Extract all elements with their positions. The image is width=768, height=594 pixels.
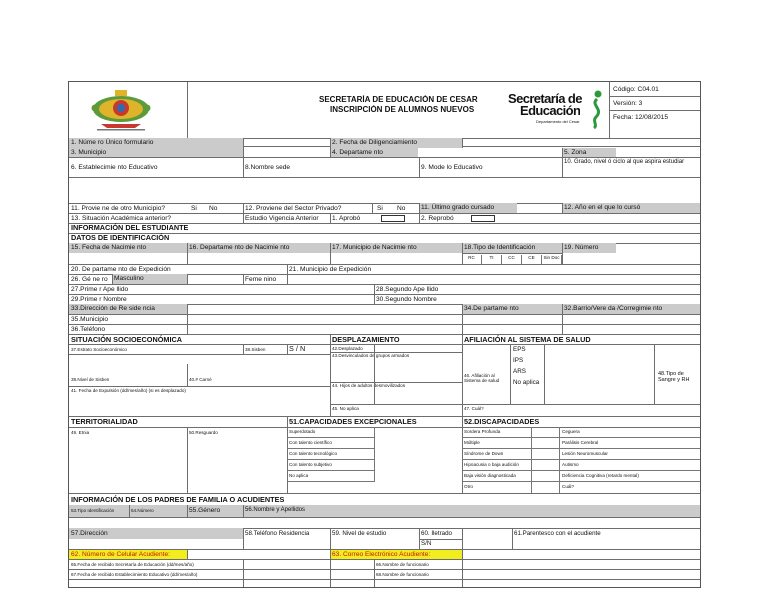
field-label-relationship: 61.Parentesco con el acudiente [514,530,601,537]
field-label-id-type: 18.Tipo de Identificación [462,243,562,253]
field-label-stratum: 37.Estrato Socioeconómico [71,347,127,352]
field-label-expedition-municipality: 21. Municipio de Expedición [289,266,372,273]
form-title-line-1: SECRETARÍA DE EDUCACIÓN DE CESAR [319,95,478,104]
field-label-residence-municipality: 35.Municipio [71,316,109,323]
section-disabilities: 52.DISCAPACIDADES [464,417,540,426]
field-label-id-number: 19. Número [562,243,616,253]
option-demobilized-children[interactable]: 44. Hijos de adultos desmovilizados [332,383,406,388]
enrollment-form [68,81,701,588]
disability-option[interactable]: Hipoacusia o baja audición [462,460,532,471]
field-label-expedition-dept: 20. De partame nto de Expedición [71,266,171,273]
field-label-fill-date: 2. Fecha de Diligenciamiento [330,138,462,148]
field-label-guardian-email: 63. Correo Electrónico Acudiente: [330,550,462,559]
field-label-guardian-gender: 55.Género [187,505,243,517]
option-no-municipality[interactable]: No [209,205,218,212]
failed-checkbox[interactable] [471,215,495,222]
form-code: Código: C04.01 [613,86,659,93]
field-label-guardian-address: 57.Dirección [69,528,243,539]
option-female[interactable]: Feme nino [245,276,277,283]
id-type-option[interactable]: CE [522,255,542,264]
disability-option[interactable]: Lesión Neuromuscular [560,449,700,460]
disability-checkbox[interactable] [532,460,560,471]
option-armed-groups[interactable]: 43.Desvinculados de grupos armados [332,353,410,358]
disability-option[interactable]: Deficiencia Cognitiva (retardo mental) [560,471,700,482]
field-label-campus-name: 8.Nombre sede [245,164,291,171]
disability-option[interactable]: Autismo [560,460,700,471]
field-label-other-municipality: 11. Provie ne de otro Municipio? [71,205,166,212]
option-ips[interactable]: IPS [513,357,524,364]
field-label-grade-aspired: 10. Grado, nivel ó ciclo al que aspira estudiar [564,159,685,165]
field-label-year-studied: 12. Año en el que lo cursó [562,203,700,213]
option-approved[interactable]: 1. Aprobó [332,215,361,222]
field-label-expulsion-date: 41. Fecha de Expulsión (dd/mes/año) (si es desplazado) [71,388,186,393]
form-version: Versión: 3 [613,100,643,107]
logo-subtext: Departamento del Cesar [536,120,580,124]
field-label-education-level: 59. Nivel de estudio [332,530,387,537]
field-label-guardian-cell: 62. Número de Celular Acudiente: [69,550,187,559]
id-type-option[interactable]: TI [482,255,502,264]
field-label-guardian-name: 56.Nombre y Apellidos [243,505,700,517]
field-label-guardian-id-type: 53.Tipo Identificación [69,505,129,517]
disability-checkbox[interactable] [532,427,560,438]
field-label-health-system: 46. Afiliación al Sistema de salud [464,373,500,384]
section-health-affiliation: AFILIACIÓN AL SISTEMA DE SALUD [464,335,591,344]
field-label-ethnicity: 49. Etnia [71,430,90,435]
field-label-municipality: 3. Municipio [69,148,243,157]
field-label-first-surname: 27.Prime r Ape llido [71,286,129,293]
field-label-form-number: 1. Núme ro Único formulario [69,138,243,148]
cesar-crest-logo [89,88,153,132]
field-label-education-model: 9. Mode lo Educativo [421,164,483,171]
field-label-card-number: 40.# Carné [189,377,212,382]
option-si-private[interactable]: Si [377,205,383,212]
field-label-previous-year: Estudio Vigencia Anterior [245,215,319,222]
option-si-municipality[interactable]: Si [191,205,197,212]
option-male[interactable]: Masculino [112,274,187,284]
capacity-option[interactable]: Superdotado [287,427,375,438]
disabilities-list [462,427,700,493]
id-type-option[interactable]: CC [502,255,522,264]
field-label-department: 4. Departame nto [330,148,418,157]
field-label-blood-type: 48.Tipo de Sangre y RH [658,371,690,384]
section-displacement: DESPLAZAMIENTO [332,335,400,344]
field-label-first-name: 29.Prime r Nombre [71,296,127,303]
disability-option[interactable]: Síndrome de Down [462,449,532,460]
option-displaced[interactable]: 42.Desplazado [332,346,363,351]
capacity-option[interactable]: Con talento tecnológico [287,449,375,460]
logo-figure-icon [588,89,606,129]
field-label-official-name-2: 68.Nombre de funcionario [376,572,429,577]
disability-checkbox[interactable] [532,449,560,460]
section-socioeconomic: SITUACIÓN SOCIOECONÓMICA [71,335,183,344]
field-label-reservation: 50.Resguardo [189,430,218,435]
capacity-option[interactable]: Con talento subjetivo [287,460,375,471]
field-label-phone: 36.Teléfono [71,326,106,333]
id-type-options [462,254,562,264]
id-type-option[interactable]: Sin Doc [542,255,562,264]
logo-text-line-1: Secretaría de [508,92,582,106]
field-label-official-name-1: 66.Nombre de funcionario [376,562,429,567]
id-type-option[interactable]: RC [462,255,482,264]
logo-text-line-2: Educación [520,104,581,118]
disability-option[interactable]: Cuál? [562,484,575,489]
field-label-last-grade: 11. Último grado cursado [419,203,517,213]
field-label-second-name: 30.Segundo Nombre [376,296,437,303]
field-label-institution: 6. Establecimie nto Educativo [71,164,158,171]
field-label-private-sector: 12. Proviene del Sector Privado? [245,205,342,212]
form-date: Fecha: 12/08/2015 [613,114,668,121]
approved-checkbox[interactable] [381,215,405,222]
disability-checkbox[interactable] [532,482,560,493]
form-title-line-2: INSCRIPCIÓN DE ALUMNOS NUEVOS [330,105,475,114]
option-failed[interactable]: 2. Reprobó [421,215,454,222]
field-label-residence-department: 34.De partame nto [462,304,562,314]
field-label-neighborhood: 32.Barrio/Vere da /Corregimie nto [562,304,700,314]
sisben-yes-no[interactable]: S / N [289,344,306,353]
disability-option[interactable]: Baja visión diagnosticada [462,471,532,482]
disability-option[interactable]: Parálisis Cerebral [560,438,700,449]
field-label-zone: 5. Zona [562,148,616,157]
section-identification: DATOS DE IDENTIFICACIÓN [71,233,170,242]
field-label-sisben-level: 39.Nivel de Sisben [71,377,110,382]
field-label-address: 33.Dirección de Re side ncia [69,304,187,314]
disability-option[interactable]: Sordera Profunda [462,427,532,438]
section-parents-info: INFORMACIÓN DE LOS PADRES DE FAMILIA O ACUDIENTES [71,495,285,504]
disability-checkbox[interactable] [532,438,560,449]
field-label-birth-department: 16. Departame nto de Nacimie nto [187,243,330,253]
disability-checkbox[interactable] [532,471,560,482]
illiterate-yes-no[interactable]: S/N [421,540,432,547]
field-label-illiterate: 60. Iletrado [421,530,452,537]
field-label-which-health: 47. Cuál? [464,406,484,411]
field-label-birth-municipality: 17. Municipio de Nacimie nto [330,243,462,253]
field-label-received-institution: 67.Fecha de recibido Establecimiento Educativo (dd/mes/año) [71,572,198,577]
field-label-second-surname: 28.Segundo Ape llido [376,286,439,293]
option-eps[interactable]: EPS [513,346,526,353]
field-label-sisben: 38.Sisben [245,347,266,352]
capacity-option[interactable]: No aplica [287,471,375,482]
section-student-info: INFORMACIÓN DEL ESTUDIANTE [71,223,189,232]
option-not-applicable-health[interactable]: No aplica [513,379,540,386]
capacity-option[interactable]: Con talento científico [287,438,375,449]
field-label-birth-date: 15. Fecha de Nacimie nto [69,243,187,253]
disability-option[interactable]: Múltiple [462,438,532,449]
disability-option[interactable]: Otro [462,482,532,493]
option-ars[interactable]: ARS [513,368,526,375]
section-territoriality: TERRITORIALIDAD [71,417,138,426]
field-label-guardian-phone: 58.Teléfono Residencia [245,530,310,537]
field-label-received-secretary: 65.Fecha de recibido Secretaría de Educación (dd/mes/año) [71,562,194,567]
option-not-applicable-displacement[interactable]: 45. No aplica [332,406,359,411]
section-exceptional-capacities: 51.CAPACIDADES EXCEPCIONALES [289,417,417,426]
disability-option[interactable]: Ceguera [560,427,700,438]
field-label-gender: 26. Gé ne ro [71,276,108,283]
field-label-guardian-number: 54.Número [129,505,187,517]
field-label-academic-status: 13. Situación Académica anterior? [71,215,172,222]
secretaria-educacion-logo [506,87,608,133]
option-no-private[interactable]: No [397,205,406,212]
capacities-list [287,427,462,482]
